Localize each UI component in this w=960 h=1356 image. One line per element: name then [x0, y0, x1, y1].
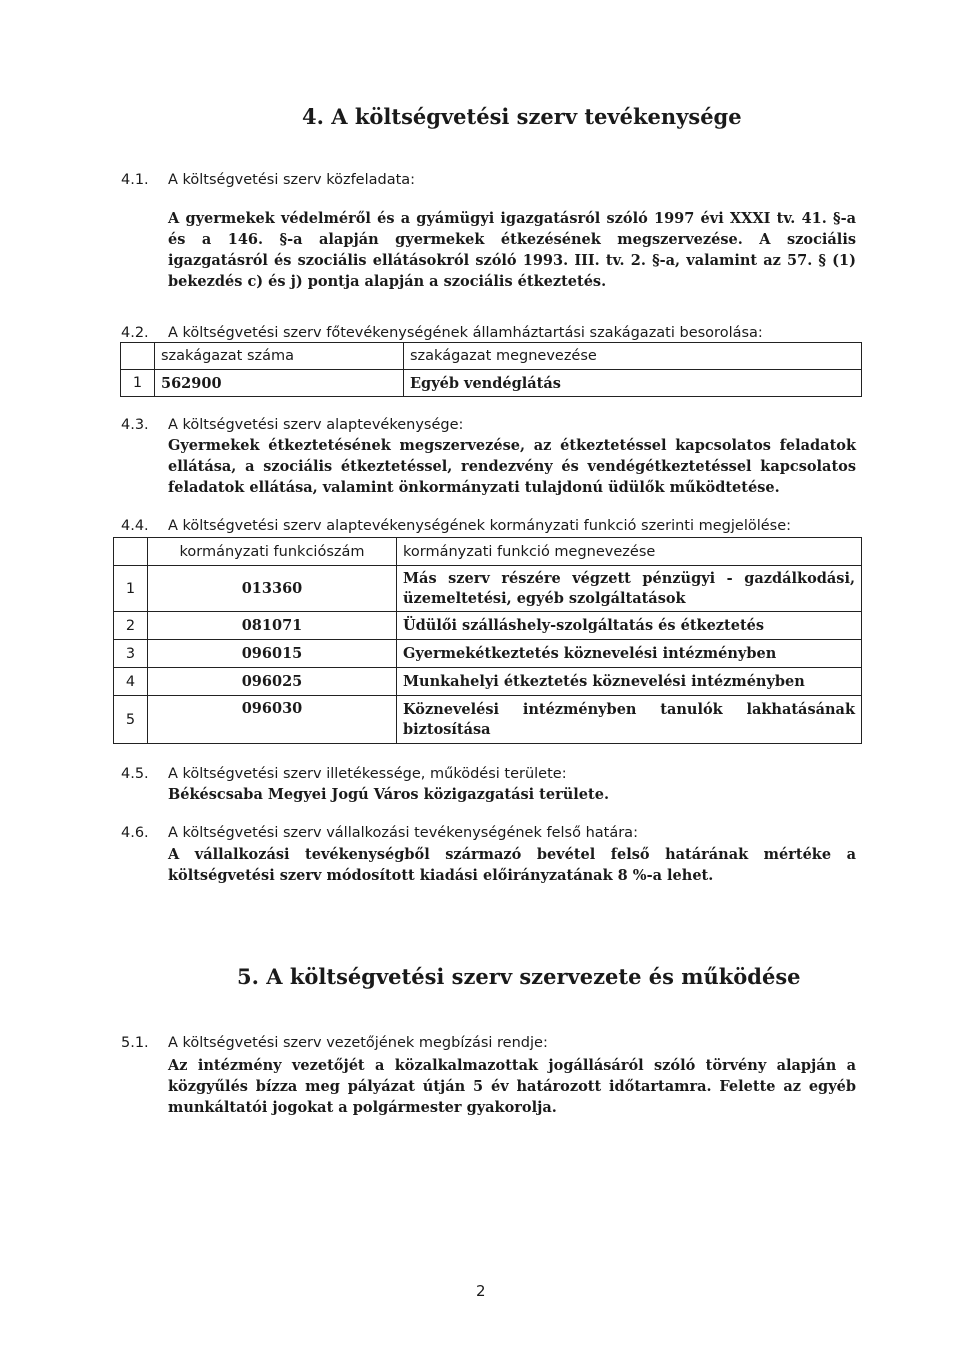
- section-4-4-label: A költségvetési szerv alaptevékenységének kormányzati funkció szerinti megjelölése:: [168, 518, 792, 534]
- section-4-6-text: A vállalkozási tevékenységből származó bevétel felső határának mértéke a költségvetési szerv módosított kiadási előirányzatának 8 %-a lehet.: [168, 846, 856, 884]
- section-4-5-number: 4.5.: [121, 766, 149, 782]
- function-row-index: 3: [114, 640, 148, 668]
- section-4-3-label: A költségvetési szerv alaptevékenysége:: [168, 417, 464, 433]
- function-row-code: 096015: [148, 640, 397, 668]
- section-4-6-number: 4.6.: [121, 825, 149, 841]
- section-4-3-number: 4.3.: [121, 417, 149, 433]
- sector-header-name: szakágazat megnevezése: [404, 343, 862, 370]
- section-4-5-label: A költségvetési szerv illetékessége, működési területe:: [168, 766, 567, 782]
- sector-table-corner: [121, 343, 155, 370]
- section-4-2-label: A költségvetési szerv főtevékenységének államháztartási szakágazati besorolása:: [168, 325, 763, 341]
- table-row: [114, 696, 862, 744]
- section-4-6-label: A költségvetési szerv vállalkozási tevékenységének felső határa:: [168, 825, 638, 841]
- function-header-name: kormányzati funkció megnevezése: [397, 538, 862, 566]
- function-row-code: 096030: [148, 696, 397, 744]
- function-row-index: 4: [114, 668, 148, 696]
- table-row: [114, 612, 862, 640]
- function-row-name: Köznevelési intézményben tanulók lakhatásának biztosítása: [397, 696, 862, 744]
- function-row-name: Gyermekétkeztetés köznevelési intézményben: [397, 640, 862, 668]
- sector-table: [120, 342, 862, 397]
- section-4-1-number: 4.1.: [121, 172, 149, 188]
- function-row-code: 081071: [148, 612, 397, 640]
- function-row-name: Munkahelyi étkeztetés köznevelési intézményben: [397, 668, 862, 696]
- function-row-code: 013360: [148, 566, 397, 612]
- table-row: [114, 640, 862, 668]
- section-4-4-number: 4.4.: [121, 518, 149, 534]
- sector-row-name: Egyéb vendéglátás: [404, 370, 862, 397]
- function-row-name: Más szerv részére végzett pénzügyi - gazdálkodási, üzemeltetési, egyéb szolgáltatások: [397, 566, 862, 612]
- function-row-index: 2: [114, 612, 148, 640]
- page-number: 2: [476, 1282, 486, 1300]
- section-5-1-number: 5.1.: [121, 1035, 149, 1051]
- table-row: [121, 370, 862, 397]
- section-4-1-label: A költségvetési szerv közfeladata:: [168, 172, 416, 188]
- section-4-2-number: 4.2.: [121, 325, 149, 341]
- section-5-1-text: Az intézmény vezetőjét a közalkalmazottak jogállásáról szóló törvény alapján a közgyűlés bízza meg pályázat útján 5 év határozott időtartamra. Felette az egyéb munkáltatói jogokat a polgármester gyakorolja.: [168, 1057, 856, 1116]
- function-table-corner: [114, 538, 148, 566]
- function-header-code: kormányzati funkciószám: [148, 538, 397, 566]
- table-row: [114, 668, 862, 696]
- table-row: [114, 566, 862, 612]
- section-4-1-text: A gyermekek védelméről és a gyámügyi igazgatásról szóló 1997 évi XXXI tv. 41. §-a és a 146. §-a alapján gyermekek étkezésének megszervezése. A szociális igazgatásról és szociális ellátásokról szóló 1993. III. tv. 2. §-a, valamint az 57. § (1) bekezdés c) és j) pontja alapján a szociális étkeztetés.: [168, 210, 856, 290]
- sector-header-code: szakágazat száma: [155, 343, 404, 370]
- section-4-title: 4. A költségvetési szerv tevékenysége: [302, 104, 742, 129]
- sector-row-index: 1: [121, 370, 155, 397]
- function-row-index: 1: [114, 566, 148, 612]
- function-table: [113, 537, 862, 744]
- function-row-index: 5: [114, 696, 148, 744]
- section-5-1-label: A költségvetési szerv vezetőjének megbízási rendje:: [168, 1035, 548, 1051]
- sector-row-code: 562900: [155, 370, 404, 397]
- function-row-code: 096025: [148, 668, 397, 696]
- section-4-3-text: Gyermekek étkeztetésének megszervezése, az étkeztetéssel kapcsolatos feladatok ellátása, a szociális étkeztetéssel, rendezvény és vendégétkeztetéssel kapcsolatos feladatok ellátása, valamint önkormányzati tulajdonú üdülők működtetése.: [168, 437, 856, 496]
- section-5-title: 5. A költségvetési szerv szervezete és működése: [237, 964, 801, 989]
- function-table-header-row: [114, 538, 862, 566]
- section-4-5-text: Békéscsaba Megyei Jogú Város közigazgatási területe.: [168, 786, 609, 803]
- sector-table-header-row: [121, 343, 862, 370]
- function-row-name: Üdülői szálláshely-szolgáltatás és étkeztetés: [397, 612, 862, 640]
